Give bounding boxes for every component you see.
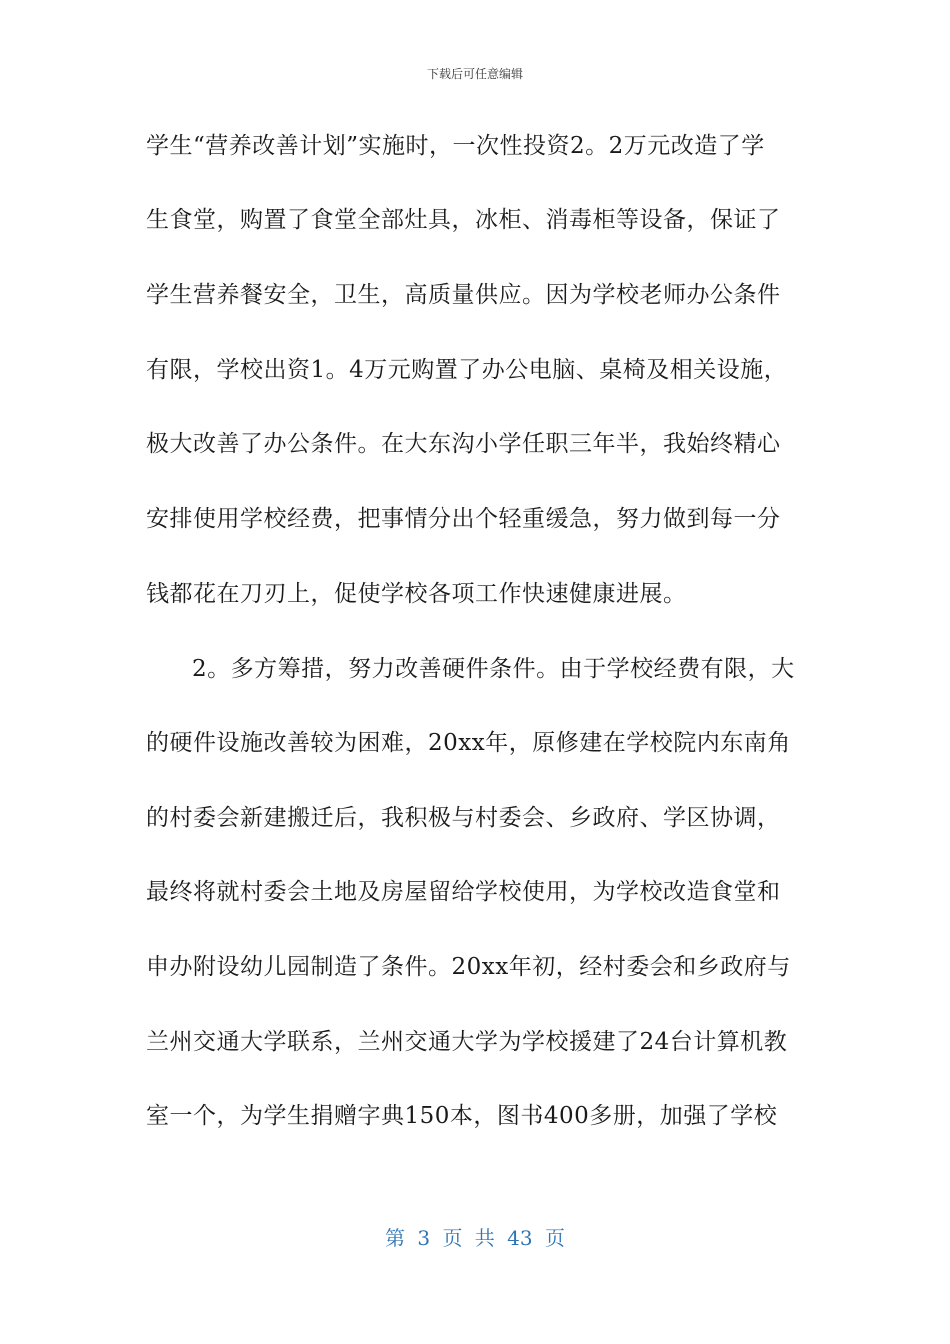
body-line: 室一个，为学生捐赠字典150本，图书400多册，加强了学校: [146, 1103, 778, 1129]
body-line: 学生“营养改善计划”实施时，一次性投资2。2万元改造了学: [146, 133, 765, 159]
body-line: 钱都花在刀刃上，促使学校各项工作快速健康进展。: [146, 581, 687, 607]
page-header: 下载后可任意编辑: [426, 67, 523, 81]
body-line: 最终将就村委会土地及房屋留给学校使用，为学校改造食堂和: [146, 879, 781, 905]
body-line: 2。多方筹措，努力改善硬件条件。由于学校经费有限，大: [192, 656, 795, 682]
body-line: 学生营养餐安全，卫生，高质量供应。因为学校老师办公条件: [146, 282, 781, 308]
body-line: 的村委会新建搬迁后，我积极与村委会、乡政府、学区协调，: [146, 805, 781, 831]
page-number: 第 3 页 共 43 页: [385, 1226, 565, 1250]
body-line: 申办附设幼儿园制造了条件。20xx年初，经村委会和乡政府与: [146, 954, 791, 980]
body-line: 生食堂，购置了食堂全部灶具，冰柜、消毒柜等设备，保证了: [146, 207, 781, 233]
body-line: 极大改善了办公条件。在大东沟小学任职三年半，我始终精心: [146, 431, 781, 457]
body-line: 兰州交通大学联系，兰州交通大学为学校援建了24台计算机教: [146, 1029, 788, 1055]
body-line: 安排使用学校经费，把事情分出个轻重缓急，努力做到每一分: [146, 506, 781, 532]
body-line: 有限，学校出资1。4万元购置了办公电脑、桌椅及相关设施，: [146, 357, 788, 383]
body-line: 的硬件设施改善较为困难，20xx年，原修建在学校院内东南角: [146, 730, 791, 756]
